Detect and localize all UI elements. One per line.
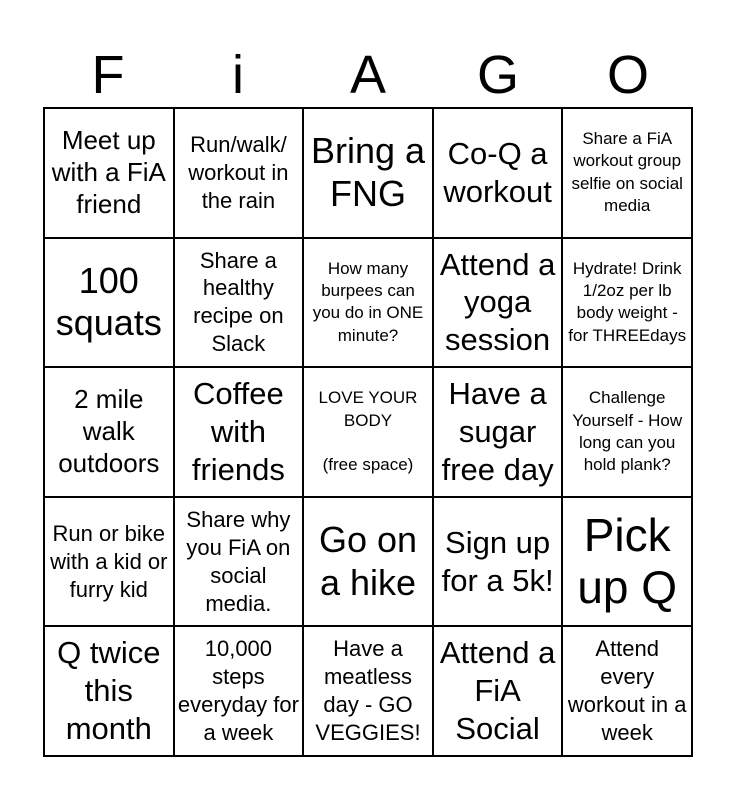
bingo-header bbox=[43, 44, 693, 106]
bingo-cell[interactable]: Go on a hike bbox=[303, 497, 433, 627]
free-space-cell[interactable]: LOVE YOUR BODY (free space) bbox=[303, 367, 433, 497]
bingo-cell[interactable]: How many burpees can you do in ONE minute? bbox=[303, 238, 433, 368]
bingo-cell[interactable]: Co-Q a workout bbox=[433, 108, 563, 238]
bingo-cell[interactable]: Have a meatless day - GO VEGGIES! bbox=[303, 626, 433, 756]
bingo-cell[interactable]: Bring a FNG bbox=[303, 108, 433, 238]
bingo-cell[interactable]: 100 squats bbox=[44, 238, 174, 368]
bingo-cell[interactable]: Q twice this month bbox=[44, 626, 174, 756]
bingo-cell[interactable]: Coffee with friends bbox=[174, 367, 304, 497]
bingo-cell[interactable]: Run or bike with a kid or furry kid bbox=[44, 497, 174, 627]
bingo-cell[interactable]: Attend every workout in a week bbox=[562, 626, 692, 756]
bingo-cell[interactable]: Share a healthy recipe on Slack bbox=[174, 238, 304, 368]
bingo-cell[interactable]: 2 mile walk outdoors bbox=[44, 367, 174, 497]
header-letter-i: i bbox=[232, 45, 244, 105]
bingo-cell[interactable]: Meet up with a FiA friend bbox=[44, 108, 174, 238]
bingo-cell[interactable]: Have a sugar free day bbox=[433, 367, 563, 497]
header-letter-f: F bbox=[91, 45, 125, 105]
header-letter-o: O bbox=[606, 45, 649, 105]
bingo-cell[interactable]: 10,000 steps everyday for a week bbox=[174, 626, 304, 756]
bingo-cell[interactable]: Pick up Q bbox=[562, 497, 692, 627]
header-letter-g: G bbox=[476, 45, 519, 105]
bingo-grid bbox=[43, 107, 693, 757]
bingo-cell[interactable]: Challenge Yourself - How long can you hold plank? bbox=[562, 367, 692, 497]
header-letter-a: A bbox=[349, 45, 387, 105]
bingo-cell[interactable]: Sign up for a 5k! bbox=[433, 497, 563, 627]
bingo-cell[interactable]: Share why you FiA on social media. bbox=[174, 497, 304, 627]
bingo-cell[interactable]: Run/walk/ workout in the rain bbox=[174, 108, 304, 238]
bingo-cell[interactable]: Hydrate! Drink 1/2oz per lb body weight - for THREEdays bbox=[562, 238, 692, 368]
bingo-cell[interactable]: Attend a yoga session bbox=[433, 238, 563, 368]
bingo-cell[interactable]: Share a FiA workout group selfie on social media bbox=[562, 108, 692, 238]
bingo-cell[interactable]: Attend a FiA Social bbox=[433, 626, 563, 756]
